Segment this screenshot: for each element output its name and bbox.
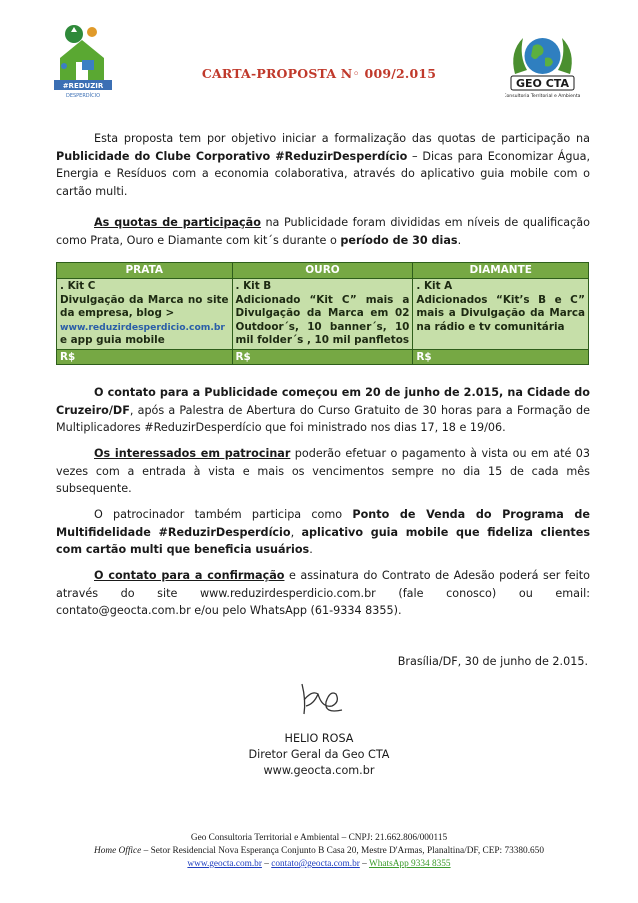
price-prata: R$ (57, 349, 233, 364)
footer-links: www.geocta.com.br – contato@geocta.com.br – WhatsApp 9334 8355 (187, 859, 451, 869)
signer-name: HELIO ROSA (284, 732, 354, 745)
footer-link-site[interactable]: www.geocta.com.br (187, 859, 262, 869)
kit-c-label: . Kit C (60, 280, 96, 292)
kit-diamante-cell (413, 279, 589, 350)
kit-c-app: e app guia mobile (60, 334, 165, 347)
header-prata: PRATA (57, 263, 233, 279)
kit-c-description: Divulgação da Marca no site da empresa, blog > (60, 293, 229, 320)
reduzir-desperdicio-logo (52, 22, 114, 100)
kit-c-url: www.reduzirdesperdicio.com.br (60, 321, 225, 333)
kit-ouro-cell (232, 279, 413, 350)
kit-b-description: Adicionado “Kit C” mais a Divulgação da Marca em 02 Outdoor´s, 10 banner´s, 10 mil folder´s , 10 mil panfletos (235, 293, 410, 347)
place-date: Brasília/DF, 30 de junho de 2.015. (397, 655, 588, 668)
intro-paragraph-1: Esta proposta tem por objetivo iniciar a formalização das quotas de participação na Publicidade do Clube Corporativo #ReduzirDesperdício – Dicas para Economizar Água, Energia e Resíduos com a economia colaborativa, através do aplicativo guia mobile com o cartão multi. (56, 132, 591, 198)
footer-address: Home Office – Setor Residencial Nova Esperança Conjunto B Casa 20, Mestre D'Armas, Planaltina/DF, CEP: 73380.650 (94, 846, 544, 856)
price-diamante: R$ (413, 349, 589, 364)
footer-company: Geo Consultoria Territorial e Ambiental – CNPJ: 21.662.806/000115 (190, 833, 448, 843)
logo-right-sub: Consultoria Territorial e Ambiental (505, 94, 580, 99)
logo-left-text: #REDUZIR (62, 82, 104, 90)
logo-right-text: GEO CTA (516, 77, 569, 90)
signer-role: Diretor Geral da Geo CTA (248, 748, 390, 761)
intro-paragraph-2: As quotas de participação na Publicidade foram divididas em níveis de qualificação como Prata, Ouro e Diamante com kit´s durante o período de 30 dias. (56, 216, 590, 247)
header-diamante: DIAMANTE (413, 263, 589, 279)
footer-link-email[interactable]: contato@geocta.com.br (271, 859, 360, 869)
body-paragraph-contact: O contato para a Publicidade começou em 20 de junho de 2.015, na Cidade do Cruzeiro/DF, após a Palestra de Abertura do Curso Gratuito de 30 horas para a Formação de Multiplicadores #ReduzirDesperdício que foi ministrado nos dias 17, 18 e 19/06. (56, 386, 590, 434)
kit-a-label: . Kit A (416, 280, 453, 292)
footer-link-whatsapp[interactable]: WhatsApp 9334 8355 (368, 859, 451, 869)
price-ouro: R$ (232, 349, 413, 364)
geo-cta-logo (505, 30, 580, 100)
body-paragraph-payment: Os interessados em patrocinar poderão efetuar o pagamento à vista ou em até 03 vezes com a entrada à vista e mais os vencimentos sempre no dia 15 de cada mês subsequente. (56, 447, 590, 495)
kit-prata-cell (57, 279, 233, 350)
signature-image (292, 680, 348, 720)
signer-site: www.geocta.com.br (263, 764, 375, 777)
kit-b-label: . Kit B (235, 280, 272, 292)
kit-a-description: Adicionados “Kit’s B e C” mais a Divulgação da Marca na rádio e tv comunitária (416, 293, 585, 333)
header-ouro: OURO (232, 263, 413, 279)
logo-left-sub: DESPERDÍCIO (65, 93, 101, 99)
quotas-table (56, 262, 589, 365)
page-title: CARTA-PROPOSTA N◦ 009/2.015 (201, 66, 437, 81)
body-paragraph-sponsor: O patrocinador também participa como Ponto de Venda do Programa de Multifidelidade #ReduzirDesperdício, aplicativo guia mobile que fideliza clientes com cartão multi que beneficia usuários. (56, 508, 591, 556)
body-paragraph-confirmation: O contato para a confirmação e assinatura do Contrato de Adesão poderá ser feito através do site www.reduzirdesperdicio.com.br (fale conosco) ou email: contato@geocta.com.br e/ou pelo WhatsApp (61-9334 8355). (56, 569, 590, 617)
